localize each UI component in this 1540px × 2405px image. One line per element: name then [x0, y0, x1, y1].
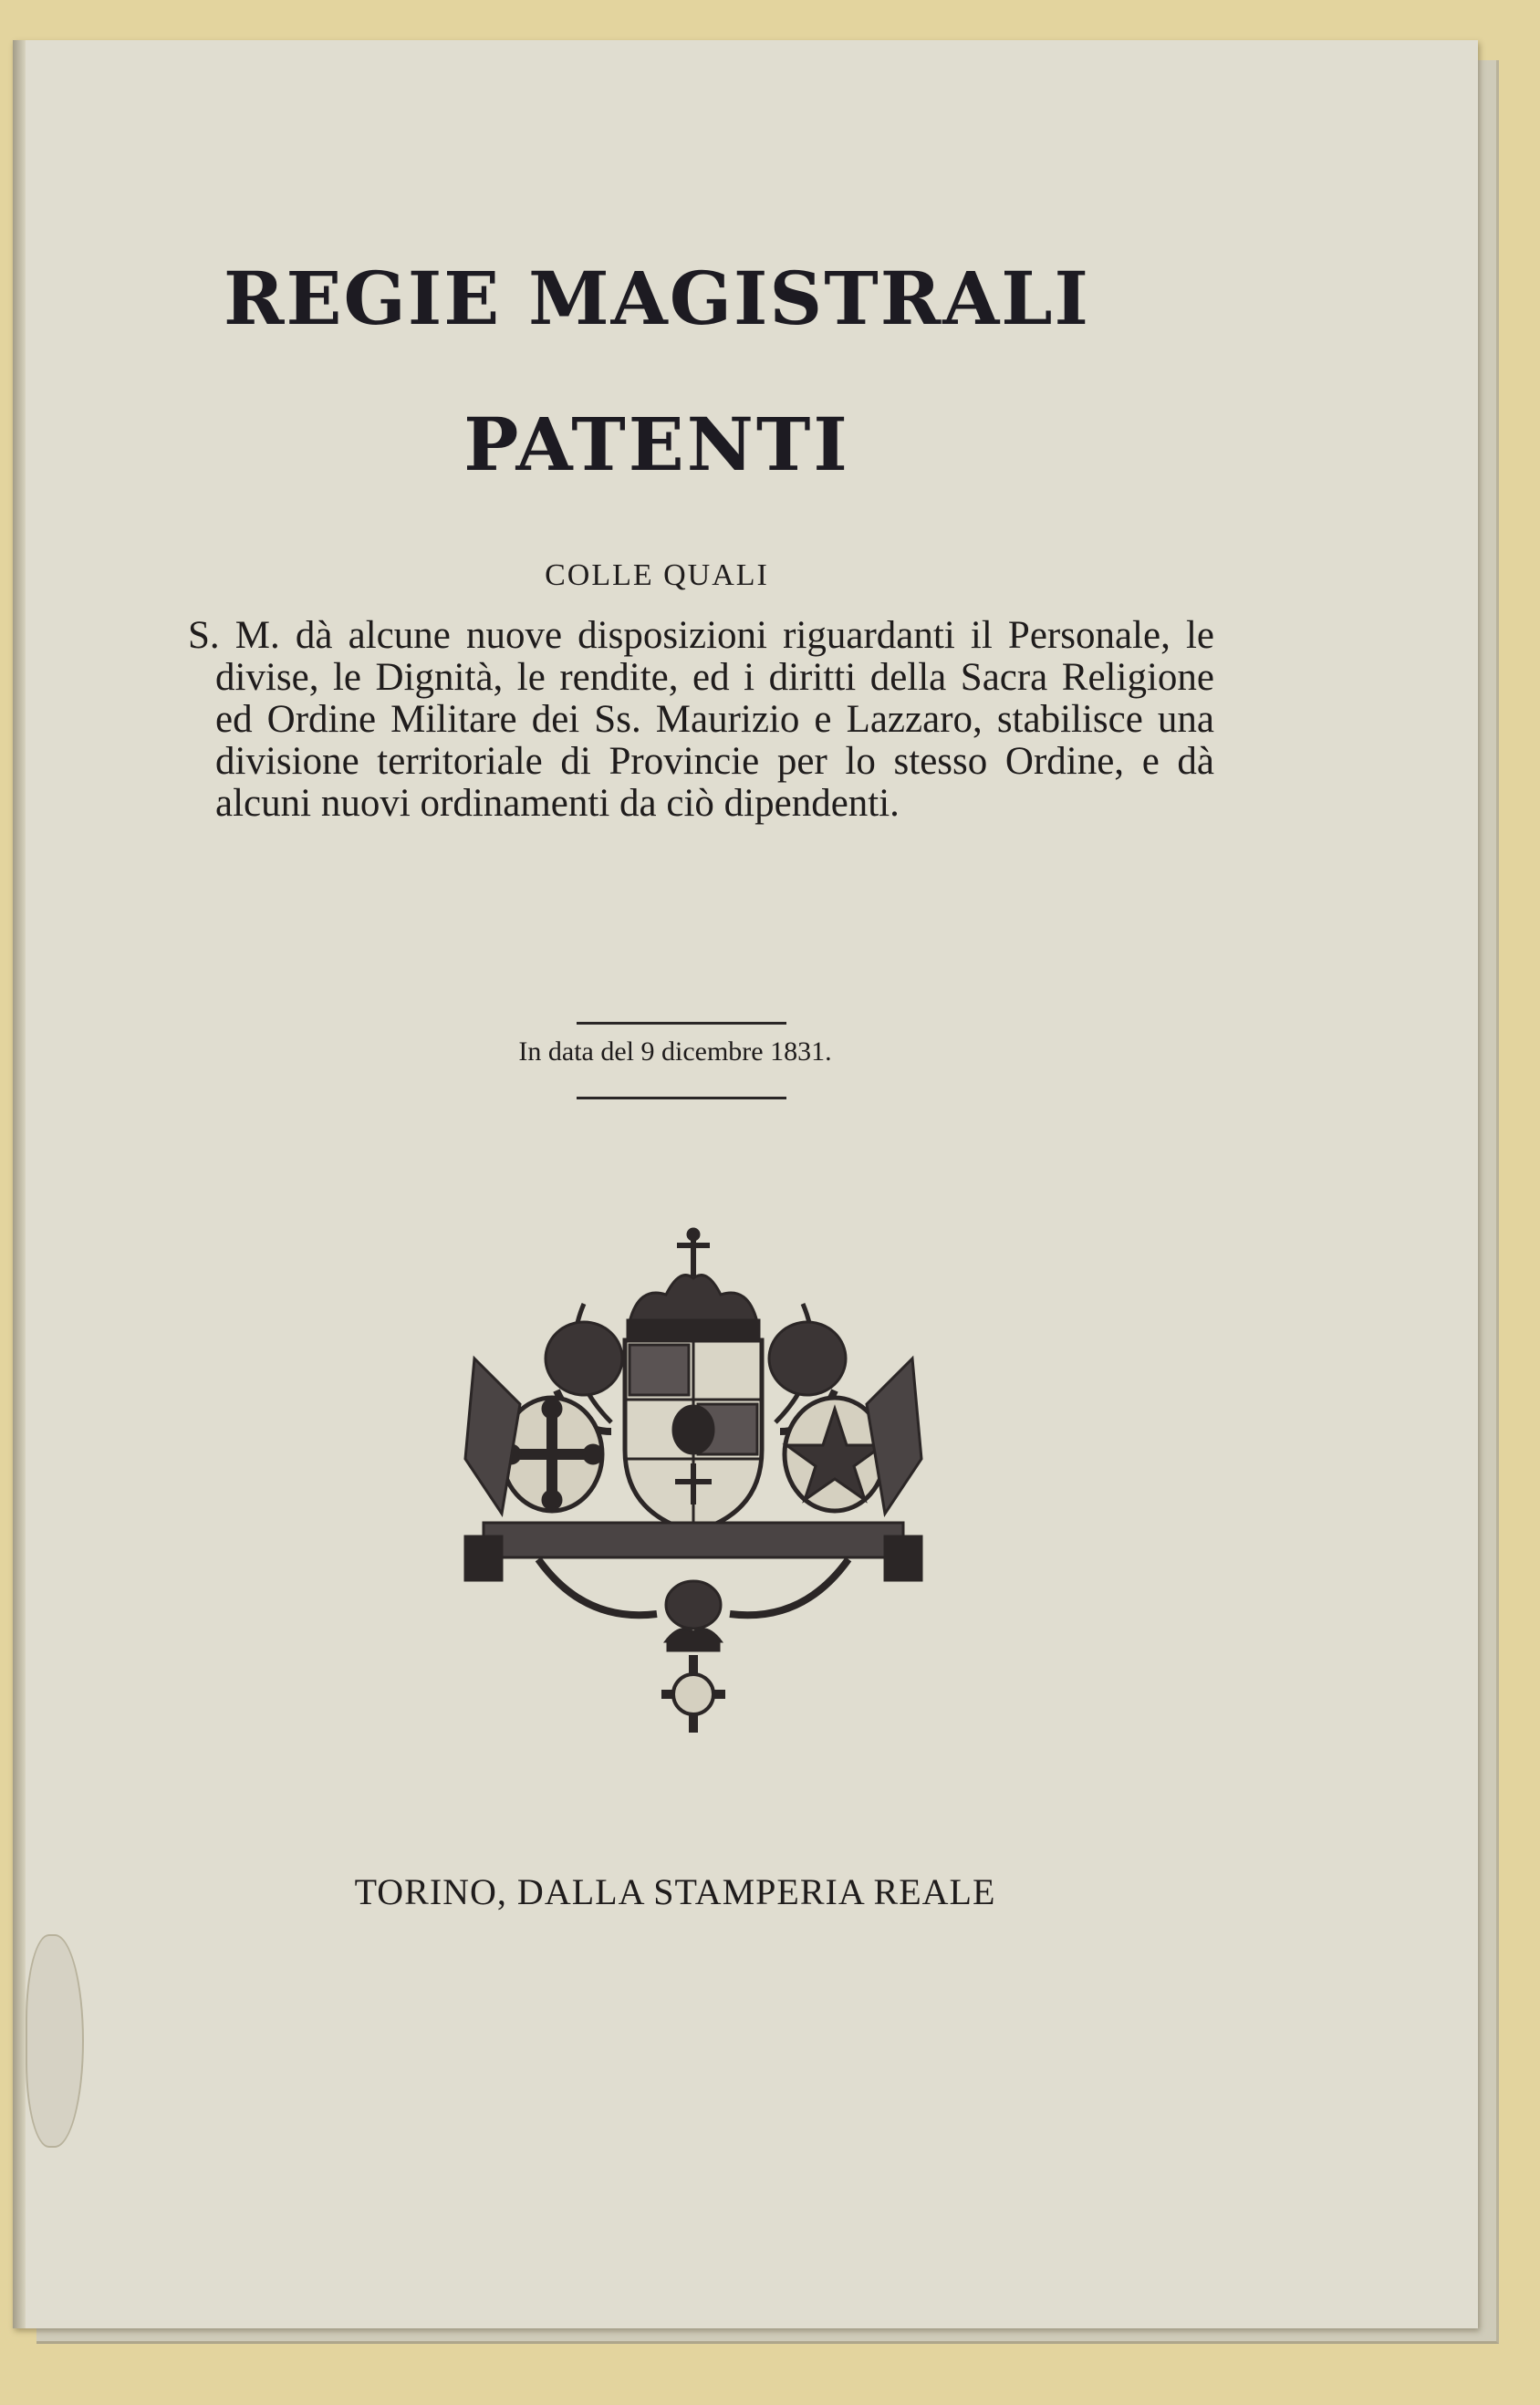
date-line: In data del 9 dicembre 1831. — [518, 1036, 832, 1067]
page-content — [18, 40, 1478, 2328]
rule-top — [577, 1022, 786, 1025]
title-line-2: PATENTI — [463, 401, 850, 487]
title-line-1: REGIE MAGISTRALI — [224, 255, 1090, 341]
royal-coat-of-arms-icon — [447, 1222, 940, 1751]
paper-tear — [26, 1934, 84, 2148]
document-page — [13, 40, 1478, 2328]
subtitle: COLLE QUALI — [545, 558, 769, 592]
rule-bottom — [577, 1097, 786, 1099]
torn-left-edge — [13, 40, 26, 2328]
body-paragraph: S. M. dà alcune nuove disposizioni riguardanti il Personale, le divise, le Dignità, le rendite, ed i diritti della Sacra Religione ed Ordine Militare dei Ss. Maurizio e Lazzaro, stabilisce una divisione territoriale di Provincie per lo stesso Ordine, e dà alcuni nuovi ordinamenti da ciò dipendenti. — [188, 614, 1214, 825]
printer-imprint: TORINO, DALLA STAMPERIA REALE — [354, 1871, 996, 1912]
